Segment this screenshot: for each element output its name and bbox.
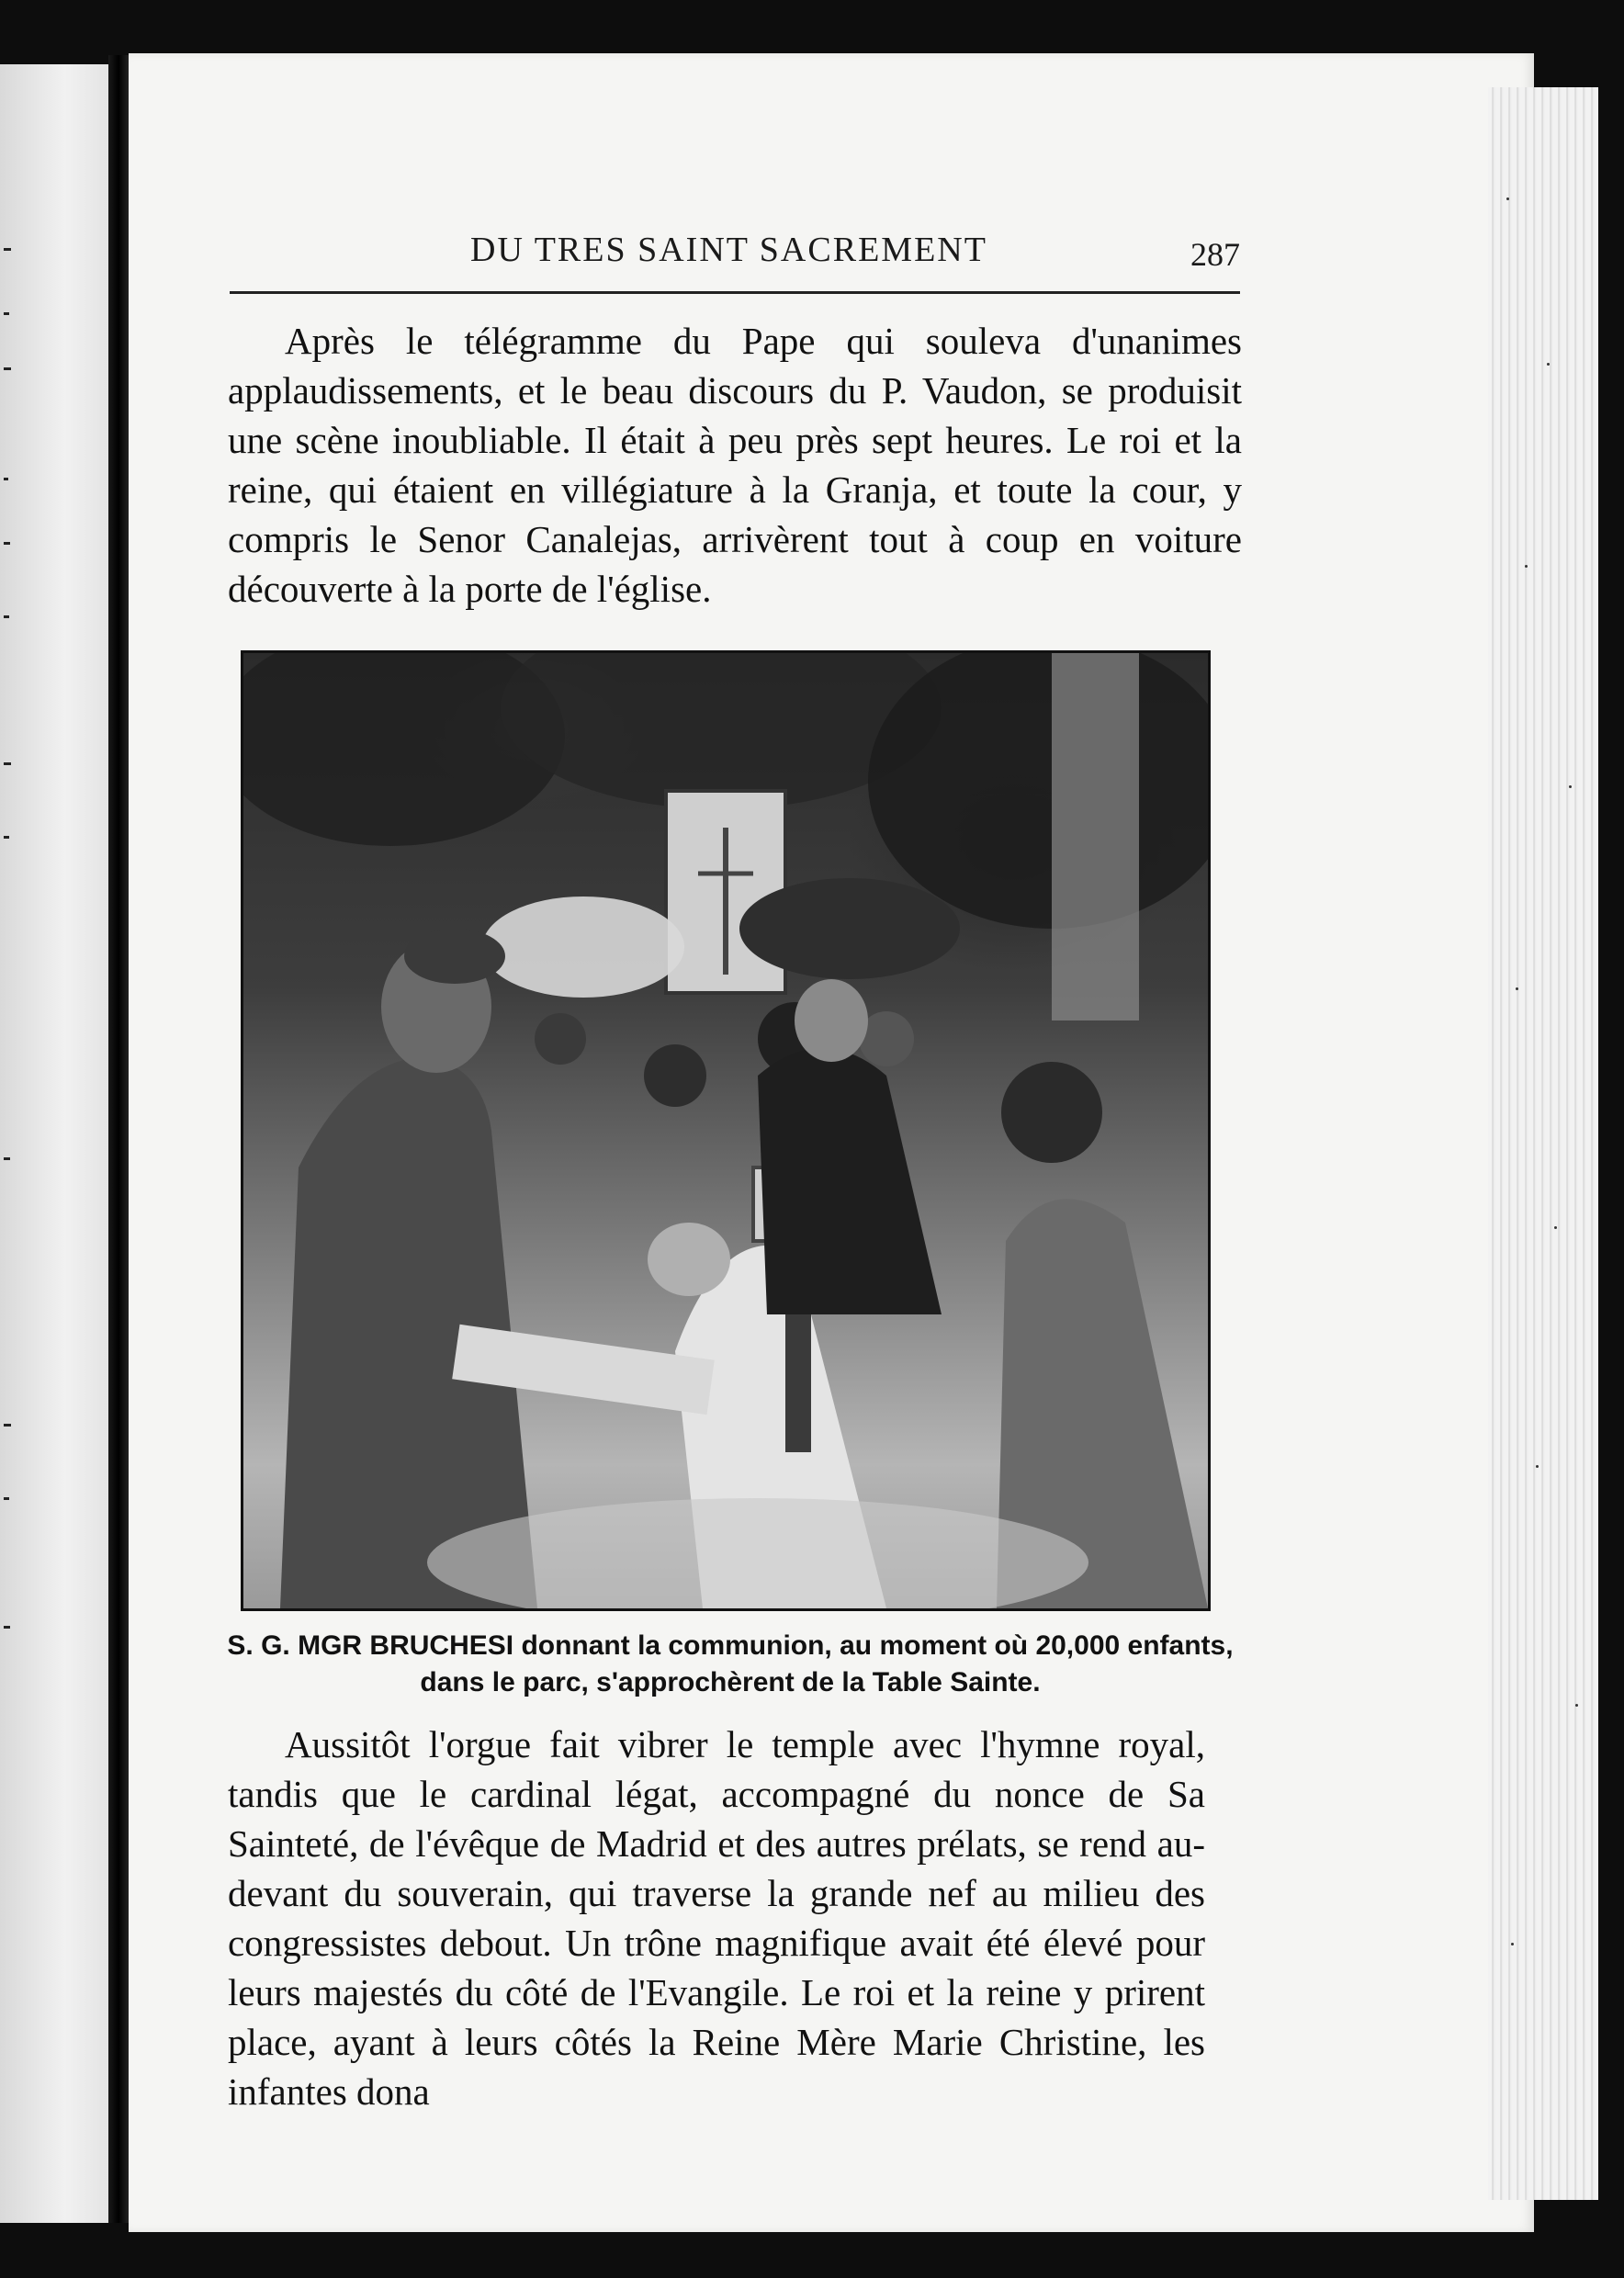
- figure-caption: S. G. MGR BRUCHESI donnant la communion, au moment où 20,000 enfants, dans le parc, s'approchèrent de la Table Sainte.: [227, 1630, 1234, 1697]
- margin-mark: [4, 1157, 10, 1160]
- speck: [1506, 197, 1509, 200]
- margin-mark: [4, 1626, 10, 1629]
- speck: [1536, 1465, 1539, 1468]
- page-number: 287: [1190, 236, 1240, 273]
- margin-mark: [4, 542, 10, 545]
- running-head: DU TRES SAINT SACREMENT: [470, 231, 987, 269]
- book-gutter: [108, 55, 129, 2223]
- speck: [1511, 1943, 1514, 1945]
- photo-scene: [243, 653, 1208, 1608]
- previous-page-edge: [0, 64, 108, 2223]
- halftone-photograph: [241, 650, 1211, 1611]
- margin-mark: [4, 836, 9, 839]
- margin-mark: [4, 478, 8, 480]
- margin-mark: [4, 248, 11, 251]
- margin-mark: [4, 762, 11, 765]
- margin-mark: [4, 367, 11, 370]
- speck: [1554, 1226, 1557, 1229]
- speck: [1569, 785, 1572, 788]
- speck: [1516, 987, 1518, 990]
- margin-mark: [4, 615, 9, 618]
- speck: [1525, 565, 1528, 568]
- body-paragraph-1: Après le télégramme du Pape qui souleva d'unanimes applaudissements, et le beau discours du P. Vaudon, se produisit une scène inoubliable. Il était à peu près sept heures. Le roi et la reine, qui étaient en villégiature à la Granja, et toute la cour, y compris le Senor Canalejas, arrivèrent tout à coup en voiture découverte à la porte de l'église.: [228, 320, 1242, 610]
- header-rule: [230, 291, 1240, 294]
- page-header: [230, 230, 1240, 285]
- speck: [1547, 363, 1550, 366]
- speck: [1575, 1704, 1578, 1707]
- body-paragraph-2: Aussitôt l'orgue fait vibrer le temple avec l'hymne royal, tandis que le cardinal légat, accompagné du nonce de Sa Sainteté, de l'évêque de Madrid et des autres prélats, se rend au-devant du souverain, qui traverse la grande nef au milieu des congressistes debout. Un trône magnifique avait été élevé pour leurs majestés du côté de l'Evangile. Le roi et la reine y prirent place, ayant à leurs côtés la Reine Mère Marie Christine, les infantes dona: [228, 1723, 1205, 2113]
- margin-mark: [4, 1424, 11, 1427]
- page-stack-edges: [1488, 87, 1598, 2200]
- margin-mark: [4, 312, 9, 315]
- margin-mark: [4, 1497, 9, 1500]
